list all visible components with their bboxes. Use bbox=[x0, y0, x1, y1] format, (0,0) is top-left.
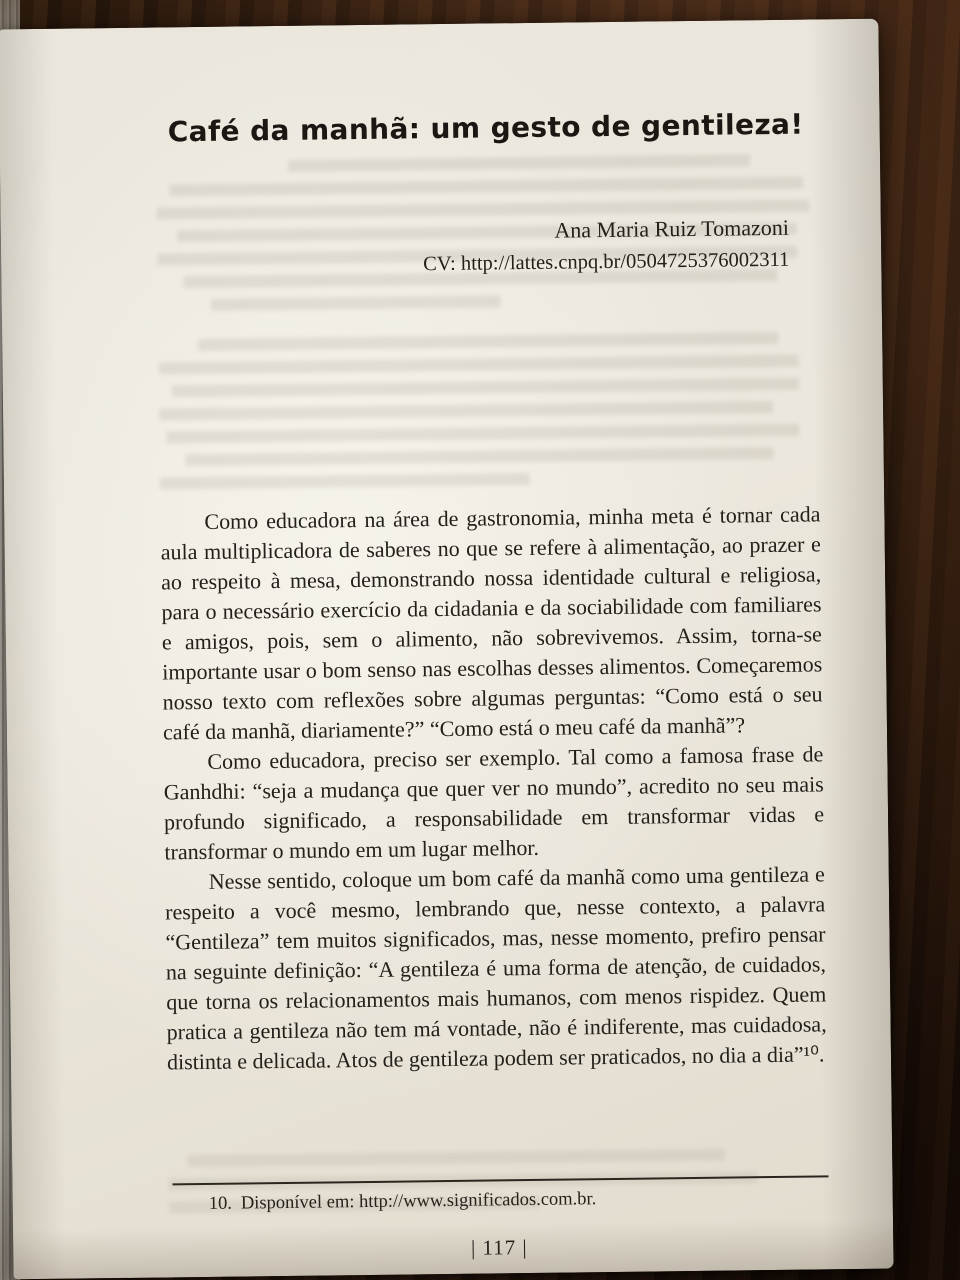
footnote-text: Disponível em: http://www.significados.com.br. bbox=[240, 1189, 597, 1214]
paragraph-1: Como educadora na área de gastronomia, minha meta é tornar cada aula multiplicadora de saberes no que se refere à alimentação, ao prazer e ao respeito à mesa, demonstrando nossa identidade cultural e religiosa, para o necessário exercício da cidadania e da sociabilidade com familiares e amigos, pois, sem o alimento, não sobrevivemos. Assim, torna-se importante usar o bom senso nas escolhas desses alimentos. Começaremos nosso texto com reflexões sobre algumas perguntas: “Como está o seu café da manhã, diariamente?” “Como está o meu café da manhã”? bbox=[160, 501, 823, 745]
book-page bbox=[0, 19, 894, 1280]
footnote bbox=[173, 1186, 829, 1215]
paragraph-2: Como educadora, preciso ser exemplo. Tal como a famosa frase de Ganhdhi: “seja a mudança que quer ver no mundo”, acredito no seu mais profundo significado, a responsabilidade em transformar vidas e transformar o mundo em um lugar melhor. bbox=[163, 741, 825, 865]
showthrough-text-top bbox=[156, 153, 820, 489]
footnote-marker: 10. bbox=[208, 1193, 233, 1214]
paragraph-3: Nesse sentido, coloque um bom café da manhã como uma gentileza e respeito a você mesmo, lembrando que, nesse contexto, a palavra “Gentileza” tem muitos significados, mas, nesse momento, prefiro pensar na seguinte definição: “A gentileza é uma forma de atenção, de cuidados, que torna os relacionamentos mais humanos, com menos rispidez. Quem pratica a gentileza não tem má vontade, não é indiferente, mas cuidadosa, distinta e delicada. Atos de gentileza podem ser praticados, no dia a dia”¹⁰. bbox=[165, 861, 827, 1075]
page-content bbox=[154, 19, 829, 1277]
chapter-title: Café da manhã: um gesto de gentileza! bbox=[167, 107, 804, 149]
page-number: | 117 | bbox=[470, 1235, 528, 1260]
author-cv-link: CV: http://lattes.cnpq.br/0504725376002311 bbox=[423, 248, 790, 276]
body-text bbox=[160, 499, 827, 1077]
footnote-area bbox=[173, 1175, 829, 1215]
byline bbox=[423, 214, 790, 277]
author-name: Ana Maria Ruiz Tomazoni bbox=[554, 214, 790, 243]
